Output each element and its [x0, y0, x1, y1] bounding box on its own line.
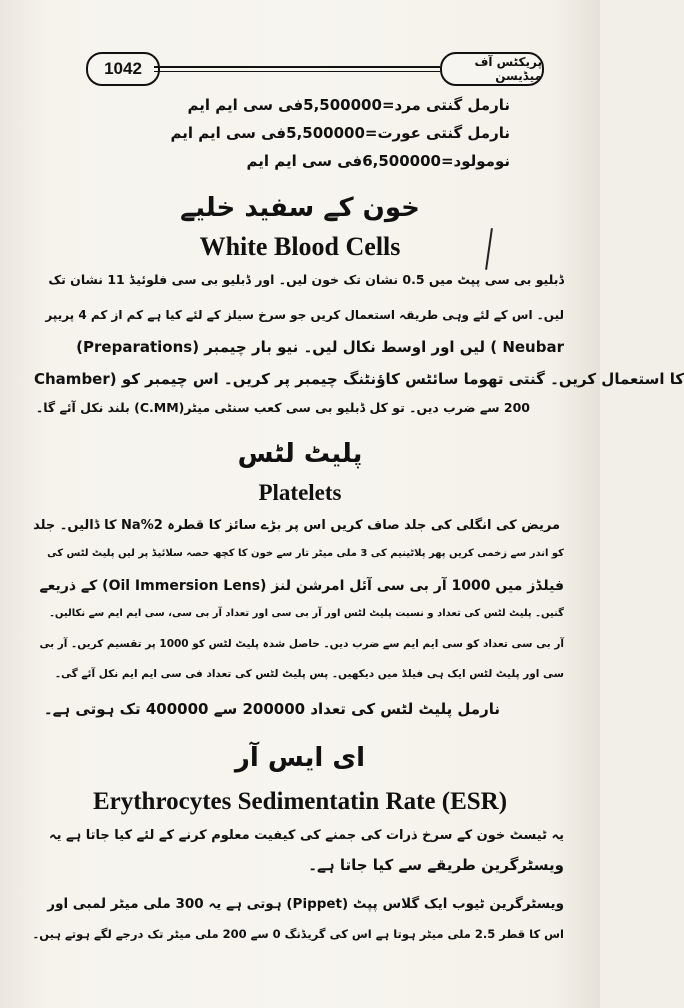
wbc-line-5: 200 سے ضرب دیں۔ تو کل ڈبلیو بی سی کعب سنٹی میٹر(C.MM) بلند نکل آئے گا۔ [35, 400, 530, 415]
running-title: پریکٹس آف میڈیسن [440, 52, 544, 86]
platelets-heading-english: Platelets [258, 480, 342, 505]
platelets-line-5: آر بی سی تعداد کو سی ایم ایم سے ضرب دیں۔ حاصل شدہ پلیٹ لٹس کو 1000 پر تقسیم کریں۔ آر بی [39, 638, 564, 650]
wbc-line-3: (Preparations) لیں اور اوسط نکال لیں۔ نیو بار چیمبر ( Neubar [76, 338, 564, 356]
platelets-line-2: کو اندر سے زخمی کریں پھر پلاٹینیم کی 3 ملی میٹر تار سے خون کا کچھ حصہ سلائیڈ پر لیں پلیٹ لٹس کی [47, 548, 564, 559]
header-rule-thin [154, 71, 440, 72]
esr-line-4: اس کا قطر 2.5 ملی میٹر ہوتا ہے اس کی گریڈنگ 0 سے 200 ملی میٹر تک درجے لگے ہوتے ہیں۔ [32, 927, 564, 941]
platelets-line-3: فیلڈز میں 1000 آر بی سی آئل امرشن لنز (Oil Immersion Lens) کے ذریعے [39, 578, 564, 594]
wbc-line-4: Chamber) کا استعمال کریں۔ گنتی تھوما سائٹس کاؤنٹنگ چیمبر پر کریں۔ اس چیمبر کو [34, 370, 684, 388]
platelets-line-6: سی اور پلیٹ لٹس ایک ہی فیلڈ میں دیکھیں۔ پس پلیٹ لٹس کی تعداد فی سی ایم ایم نکل آئے گی۔ [54, 668, 564, 680]
esr-line-1: یہ ٹیسٹ خون کے سرخ ذرات کی جمنے کی کیفیت معلوم کرنے کے لئے کیا جاتا ہے یہ [48, 828, 564, 843]
platelets-line-7: نارمل پلیٹ لٹس کی تعداد 200000 سے 400000 تک ہوتی ہے۔ [43, 700, 500, 718]
esr-line-3: ویسٹرگرین ٹیوب ایک گلاس پپٹ (Pippet) ہوتی ہے یہ 300 ملی میٹر لمبی اور [47, 896, 564, 912]
platelets-line-1: مریض کی انگلی کی جلد صاف کریں اس پر بڑے سائز کا قطرہ 2%Na کا ڈالیں۔ جلد [33, 518, 560, 533]
esr-heading-english: Erythrocytes Sedimentatin Rate (ESR) [92, 788, 508, 815]
wbc-line-2: لیں۔ اس کے لئے وہی طریقہ استعمال کریں جو سرخ سیلز کے لئے کیا ہے کم از کم 4 پریپر [45, 308, 564, 322]
esr-line-2: ویسٹرگرین طریقے سے کیا جاتا ہے۔ [308, 856, 564, 874]
normal-count-male: نارمل گنتی مرد=5,500000فی سی ایم ایم [187, 96, 510, 114]
wbc-heading-english: White Blood Cells [199, 232, 401, 261]
header-rule [154, 66, 440, 68]
wbc-line-1: ڈبلیو بی سی پپٹ میں 0.5 نشان تک خون لیں۔ اور ڈبلیو بی سی فلوئیڈ 11 نشان تک [48, 272, 564, 287]
platelets-heading-urdu: پلیٹ لٹس [237, 439, 363, 469]
normal-count-female: نارمل گنتی عورت=5,500000فی سی ایم ایم [170, 124, 510, 142]
pen-mark [485, 228, 493, 270]
normal-count-newborn: نومولود=6,500000فی سی ایم ایم [246, 152, 510, 170]
platelets-line-4: گنیں۔ پلیٹ لٹس کی تعداد و نسبت پلیٹ لٹس اور آر بی سی اور تعداد آر بی سی، سی ایم ایم سے نکالیں۔ [49, 608, 564, 619]
page-number: 1042 [86, 52, 160, 86]
wbc-heading-urdu: خون کے سفید خلیے [180, 193, 420, 223]
esr-heading-urdu: ای ایس آر [234, 743, 366, 773]
